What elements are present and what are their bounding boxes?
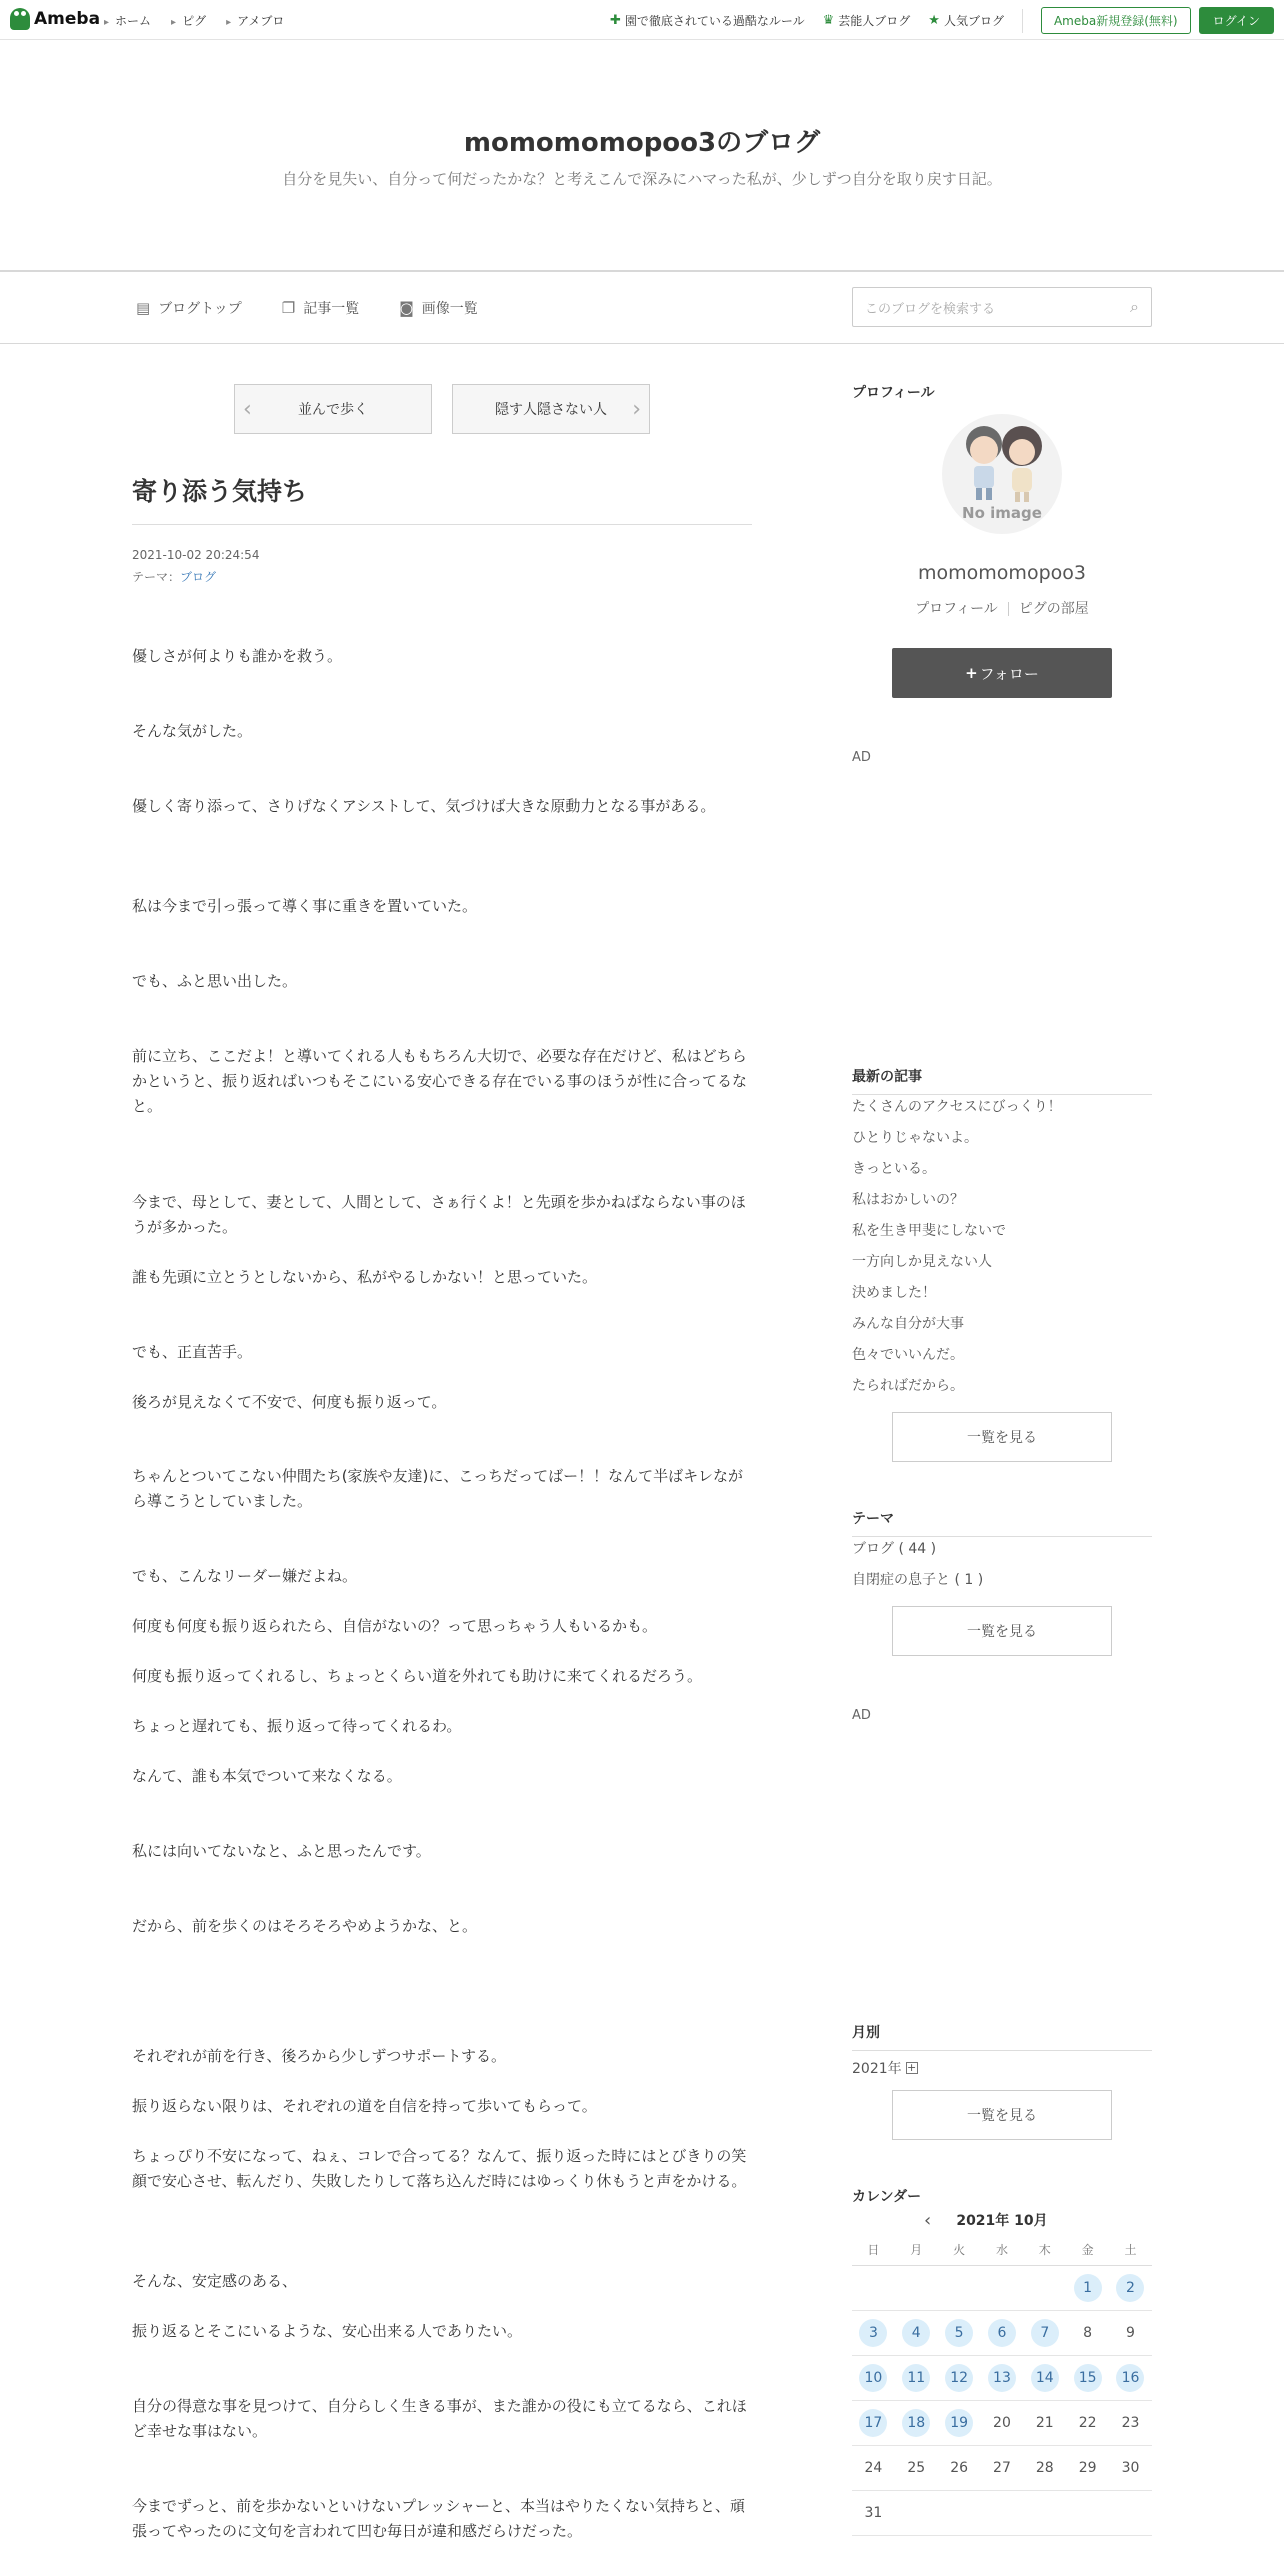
paragraph: ちょっと遅れても、振り返って待ってくれるわ。 bbox=[132, 1717, 462, 1735]
calendar-day bbox=[1066, 2409, 1109, 2437]
calendar-weekday: 火 bbox=[953, 2243, 966, 2257]
blog-title[interactable]: momomomopoo3のブログ bbox=[463, 128, 821, 158]
calendar-day[interactable] bbox=[1109, 2364, 1152, 2392]
celebrity-blog-label: 芸能人ブログ bbox=[838, 14, 911, 28]
calendar-day-link[interactable]: 13 bbox=[988, 2364, 1016, 2392]
copy-icon: ❐ bbox=[281, 299, 296, 317]
calendar-week-row bbox=[852, 2446, 1152, 2491]
chevron-left-icon[interactable]: ‹ bbox=[924, 2210, 932, 2231]
list-item[interactable]: たらればだから。 bbox=[852, 1378, 964, 1394]
calendar-day-link[interactable]: 18 bbox=[902, 2409, 930, 2437]
calendar-day-number: 9 bbox=[1126, 2325, 1135, 2341]
theme-list bbox=[852, 1534, 1152, 1596]
calendar-day[interactable] bbox=[981, 2319, 1024, 2347]
calendar-weekday: 土 bbox=[1124, 2243, 1137, 2257]
calendar-week-row bbox=[852, 2311, 1152, 2356]
blog-header bbox=[0, 40, 1284, 270]
monthly-year-item[interactable] bbox=[852, 2058, 918, 2078]
no-image-label: No image bbox=[962, 504, 1042, 522]
prev-article-label: 並んで歩く bbox=[298, 402, 368, 418]
top-bar bbox=[0, 0, 1284, 40]
paragraph: そんな気がした。 bbox=[132, 722, 253, 740]
next-article-button[interactable] bbox=[452, 384, 650, 434]
chevron-right-icon: › bbox=[632, 397, 641, 422]
calendar-day-number: 31 bbox=[864, 2505, 883, 2521]
calendar-day[interactable] bbox=[1023, 2364, 1066, 2392]
calendar-day[interactable] bbox=[852, 2364, 895, 2392]
calendar-weekday: 水 bbox=[995, 2243, 1008, 2257]
theme-heading: テーマ bbox=[852, 1508, 1152, 1537]
calendar-day bbox=[1066, 2454, 1109, 2482]
list-item[interactable]: みんな自分が大事 bbox=[852, 1316, 964, 1332]
paragraph: だから、前を歩くのはそろそろやめようかな、と。 bbox=[132, 1917, 478, 1935]
paragraph: でも、こんなリーダー嫌だよね。 bbox=[132, 1567, 358, 1585]
article-theme bbox=[132, 566, 259, 588]
calendar-day-link[interactable]: 5 bbox=[945, 2319, 973, 2347]
follow-button[interactable] bbox=[892, 648, 1112, 698]
calendar-day-link[interactable]: 4 bbox=[902, 2319, 930, 2347]
calendar-day-link[interactable]: 3 bbox=[859, 2319, 887, 2347]
calendar-day-link[interactable]: 7 bbox=[1031, 2319, 1059, 2347]
login-button[interactable]: ログイン bbox=[1199, 7, 1274, 34]
calendar-title: 2021年 10月 bbox=[956, 2213, 1048, 2229]
leaf-icon: ✚ bbox=[609, 13, 621, 28]
calendar-day[interactable] bbox=[895, 2364, 938, 2392]
calendar-day-link[interactable]: 19 bbox=[945, 2409, 973, 2437]
profile-heading: プロフィール bbox=[852, 385, 935, 401]
calendar-day[interactable] bbox=[938, 2409, 981, 2437]
calendar-weekday-row bbox=[852, 2234, 1152, 2266]
calendar-day-number: 30 bbox=[1121, 2460, 1140, 2476]
popular-blog-label: 人気ブログ bbox=[943, 14, 1004, 28]
list-item[interactable]: 自閉症の息子と ( 1 ) bbox=[852, 1572, 984, 1588]
next-article-label: 隠す人隠さない人 bbox=[495, 402, 607, 418]
blog-top-link[interactable] bbox=[136, 298, 242, 318]
camera-icon: ◙ bbox=[399, 299, 414, 317]
image-list-label: 画像一覧 bbox=[421, 301, 478, 317]
logo-text: Ameba bbox=[34, 9, 101, 29]
paragraph: 振り返らない限りは、それぞれの道を自信を持って歩いてもらって。 bbox=[132, 2097, 597, 2115]
calendar-day-link[interactable]: 11 bbox=[902, 2364, 930, 2392]
calendar-heading: カレンダー bbox=[852, 2189, 922, 2205]
paragraph: そんな、安定感のある、 bbox=[132, 2272, 298, 2290]
paragraph: なんて、誰も本気でついて来なくなる。 bbox=[132, 1767, 402, 1785]
paragraph: 振り返るとそこにいるような、安心出来る人でありたい。 bbox=[132, 2322, 523, 2340]
profile-link[interactable]: プロフィール bbox=[915, 601, 998, 617]
calendar-day-link[interactable]: 10 bbox=[859, 2364, 887, 2392]
calendar-day-link[interactable]: 12 bbox=[945, 2364, 973, 2392]
theme-link[interactable]: ブログ bbox=[180, 570, 217, 584]
calendar-day bbox=[981, 2409, 1024, 2437]
paragraph: 後ろが見えなくて不安で、何度も振り返って。 bbox=[132, 1393, 447, 1411]
calendar-day[interactable] bbox=[1066, 2364, 1109, 2392]
calendar-day bbox=[1109, 2454, 1152, 2482]
nav-ameblo[interactable]: ▸ アメブロ bbox=[226, 12, 284, 29]
popular-blog-link[interactable] bbox=[928, 12, 1004, 29]
calendar-day bbox=[1023, 2454, 1066, 2482]
calendar-day[interactable] bbox=[852, 2409, 895, 2437]
article-list-link[interactable] bbox=[282, 298, 359, 318]
calendar-day[interactable] bbox=[1066, 2274, 1109, 2302]
theme-more-button[interactable]: 一覧を見る bbox=[892, 1606, 1112, 1656]
calendar-day-number: 8 bbox=[1083, 2325, 1093, 2341]
plus-icon: + bbox=[965, 664, 978, 682]
calendar-day bbox=[1023, 2409, 1066, 2437]
calendar-day bbox=[852, 2499, 895, 2527]
paragraph: 誰も先頭に立とうとしないから、私がやるしかない！と思っていた。 bbox=[132, 1268, 598, 1286]
calendar-day-number: 29 bbox=[1078, 2460, 1097, 2476]
blog-description: 自分を見失い、自分って何だったかな？と考えこんで深みにハマった私が、少しずつ自分を取り戻す日記。 bbox=[282, 170, 1002, 188]
calendar-week-row bbox=[852, 2356, 1152, 2401]
list-item[interactable]: きっといる。 bbox=[852, 1161, 936, 1177]
article-list-label: 記事一覧 bbox=[303, 301, 360, 317]
pig-room-link[interactable]: ピグの部屋 bbox=[1018, 601, 1089, 617]
paragraph: ちょっぴり不安になって、ねぇ、コレで合ってる？なんて、振り返った時にはとびきりの笑顔で安心させ、転んだり、失敗したりして落ち込んだ時にはゆっくり休もうと声をかける。 bbox=[132, 2147, 747, 2190]
calendar-day[interactable] bbox=[852, 2319, 895, 2347]
paragraph: 優しさが何よりも誰かを救う。 bbox=[132, 647, 343, 665]
ameba-logo[interactable] bbox=[10, 8, 100, 30]
calendar-day-number: 28 bbox=[1035, 2460, 1054, 2476]
paragraph: でも、正直苦手。 bbox=[132, 1343, 253, 1361]
crown-icon: ♛ bbox=[822, 13, 835, 28]
trending-label: 園で徹底されている過酷なルール bbox=[624, 14, 805, 28]
monthly-heading: 月別 bbox=[852, 2022, 1152, 2051]
chevron-left-icon: ‹ bbox=[243, 397, 252, 422]
paragraph: 自分の得意な事を見つけて、自分らしく生きる事が、また誰かの役にも立てるなら、これほど幸せな事はない。 bbox=[132, 2397, 747, 2440]
calendar-day-number: 22 bbox=[1078, 2415, 1097, 2431]
calendar-day bbox=[938, 2454, 981, 2482]
calendar-day-number: 27 bbox=[993, 2460, 1011, 2476]
trending-link[interactable] bbox=[610, 12, 805, 29]
profile-links bbox=[852, 598, 1152, 618]
search-placeholder: このブログを検索する bbox=[865, 301, 996, 317]
paragraph: 今まで、母として、妻として、人間として、さぁ行くよ！と先頭を歩かねばならない事のほうが多かった。 bbox=[132, 1193, 746, 1236]
register-button[interactable]: Ameba新規登録(無料) bbox=[1041, 7, 1191, 34]
celebrity-blog-link[interactable] bbox=[823, 12, 911, 29]
calendar-day-link[interactable]: 15 bbox=[1074, 2364, 1102, 2392]
calendar-day[interactable] bbox=[938, 2319, 981, 2347]
search-icon[interactable]: ⌕ bbox=[1130, 297, 1139, 316]
calendar-week-row bbox=[852, 2266, 1152, 2311]
avatar[interactable] bbox=[942, 414, 1062, 534]
paragraph: 私には向いてないなと、ふと思ったんです。 bbox=[132, 1842, 431, 1860]
top-nav bbox=[104, 12, 284, 29]
paragraph: 前に立ち、ここだよ！と導いてくれる人ももちろん大切で、必要な存在だけど、私はどちらかというと、振り返ればいつもそこにいる安心できる存在でいる事のほうが性に合ってるなと。 bbox=[132, 1047, 748, 1115]
calendar-week-row bbox=[852, 2401, 1152, 2446]
ad-label: AD bbox=[852, 1708, 871, 1723]
calendar-weekday: 金 bbox=[1081, 2243, 1094, 2257]
paragraph: 何度も振り返ってくれるし、ちょっとくらい道を外れても助けに来てくれるだろう。 bbox=[132, 1667, 703, 1685]
list-item[interactable]: 私はおかしいの？ bbox=[852, 1192, 964, 1208]
divider bbox=[1008, 602, 1009, 616]
calendar-day-number: 24 bbox=[864, 2460, 883, 2476]
nav-pigg[interactable]: ▸ ピグ bbox=[171, 12, 206, 29]
image-list-link[interactable] bbox=[399, 298, 478, 318]
star-icon: ★ bbox=[928, 13, 940, 28]
paragraph: 今までずっと、前を歩かないといけないプレッシャーと、本当はやりたくない気持ちと、頑張ってやったのに文句を言われて凹む毎日が違和感だらけだった。 bbox=[132, 2497, 746, 2540]
paragraph: 優しく寄り添って、さりげなくアシストして、気づけば大きな原動力となる事がある。 bbox=[132, 797, 716, 815]
list-item[interactable]: 私を生き甲斐にしないで bbox=[852, 1223, 1006, 1239]
calendar-week-row bbox=[852, 2491, 1152, 2536]
top-right bbox=[610, 7, 1274, 34]
calendar-day-link[interactable]: 14 bbox=[1031, 2364, 1059, 2392]
recent-heading: 最新の記事 bbox=[852, 1066, 1152, 1095]
list-item[interactable]: たくさんのアクセスにびっくり！ bbox=[852, 1099, 1062, 1115]
calendar-day bbox=[895, 2454, 938, 2482]
calendar-title-bar bbox=[852, 2210, 1152, 2230]
calendar-weekday: 木 bbox=[1038, 2243, 1051, 2257]
calendar-day-number: 20 bbox=[993, 2415, 1011, 2431]
calendar-day-link[interactable]: 17 bbox=[859, 2409, 887, 2437]
blog-search-input[interactable] bbox=[852, 287, 1152, 327]
article-date: 2021-10-02 20:24:54 bbox=[132, 548, 260, 562]
calendar-day[interactable] bbox=[895, 2409, 938, 2437]
calendar-day-link[interactable]: 2 bbox=[1116, 2274, 1144, 2302]
paragraph: それぞれが前を行き、後ろから少しずつサポートする。 bbox=[132, 2047, 506, 2065]
article-meta bbox=[132, 544, 259, 588]
recent-more-button[interactable]: 一覧を見る bbox=[892, 1412, 1112, 1462]
list-item[interactable]: ひとりじゃないよ。 bbox=[852, 1130, 978, 1146]
nav-home[interactable]: ▸ ホーム bbox=[104, 12, 151, 29]
prev-article-button[interactable] bbox=[234, 384, 432, 434]
calendar-day-link[interactable]: 6 bbox=[988, 2319, 1016, 2347]
ad-label: AD bbox=[852, 750, 871, 765]
calendar-day-link[interactable]: 16 bbox=[1116, 2364, 1144, 2392]
list-item[interactable]: 決めました！ bbox=[852, 1285, 936, 1301]
calendar-day bbox=[1109, 2409, 1152, 2437]
year-label: 2021年 bbox=[852, 2061, 902, 2077]
calendar-day bbox=[981, 2454, 1024, 2482]
calendar-day[interactable] bbox=[981, 2364, 1024, 2392]
calendar-grid bbox=[852, 2234, 1152, 2536]
divider bbox=[1022, 9, 1023, 33]
calendar-day[interactable] bbox=[1023, 2319, 1066, 2347]
blog-top-label: ブログトップ bbox=[158, 301, 242, 317]
username[interactable]: momomomopoo3 bbox=[918, 562, 1086, 584]
paragraph: でも、ふと思い出した。 bbox=[132, 972, 298, 990]
expand-icon[interactable]: + bbox=[907, 2061, 917, 2074]
calendar-day[interactable] bbox=[938, 2364, 981, 2392]
paragraph: 私は今まで引っ張って導く事に重きを置いていた。 bbox=[132, 897, 478, 915]
list-item[interactable]: 一方向しか見えない人 bbox=[852, 1254, 992, 1270]
calendar-day[interactable] bbox=[1109, 2274, 1152, 2302]
blog-nav bbox=[0, 270, 1284, 344]
calendar-weekday: 日 bbox=[867, 2243, 880, 2257]
calendar-day-number: 26 bbox=[950, 2460, 969, 2476]
follow-label: フォロー bbox=[979, 664, 1039, 683]
calendar-weekday: 月 bbox=[910, 2243, 923, 2257]
paragraph: ちゃんとついてこない仲間たち(家族や友達)に、こっちだってばー！！なんて半ばキレながら導こうとしていました。 bbox=[132, 1467, 743, 1510]
calendar-day-link[interactable]: 1 bbox=[1074, 2274, 1102, 2302]
list-item[interactable]: 色々でいいんだ。 bbox=[852, 1347, 964, 1363]
paragraph: 何度も何度も振り返られたら、自信がないの？って思っちゃう人もいるかも。 bbox=[132, 1617, 658, 1635]
calendar-day-number: 21 bbox=[1035, 2415, 1054, 2431]
list-item[interactable]: ブログ ( 44 ) bbox=[852, 1541, 937, 1557]
frog-icon bbox=[10, 8, 30, 30]
theme-label: テーマ： bbox=[132, 570, 181, 584]
calendar-day[interactable] bbox=[895, 2319, 938, 2347]
recent-list bbox=[852, 1092, 1152, 1402]
article-title[interactable]: 寄り添う気持ち bbox=[132, 472, 752, 525]
calendar-day bbox=[852, 2454, 895, 2482]
monthly-more-button[interactable]: 一覧を見る bbox=[892, 2090, 1112, 2140]
calendar-day bbox=[1066, 2319, 1109, 2347]
calendar-day bbox=[1109, 2319, 1152, 2347]
document-icon: ▤ bbox=[136, 299, 151, 317]
calendar-day-number: 23 bbox=[1121, 2415, 1140, 2431]
calendar-day-number: 25 bbox=[907, 2460, 926, 2476]
